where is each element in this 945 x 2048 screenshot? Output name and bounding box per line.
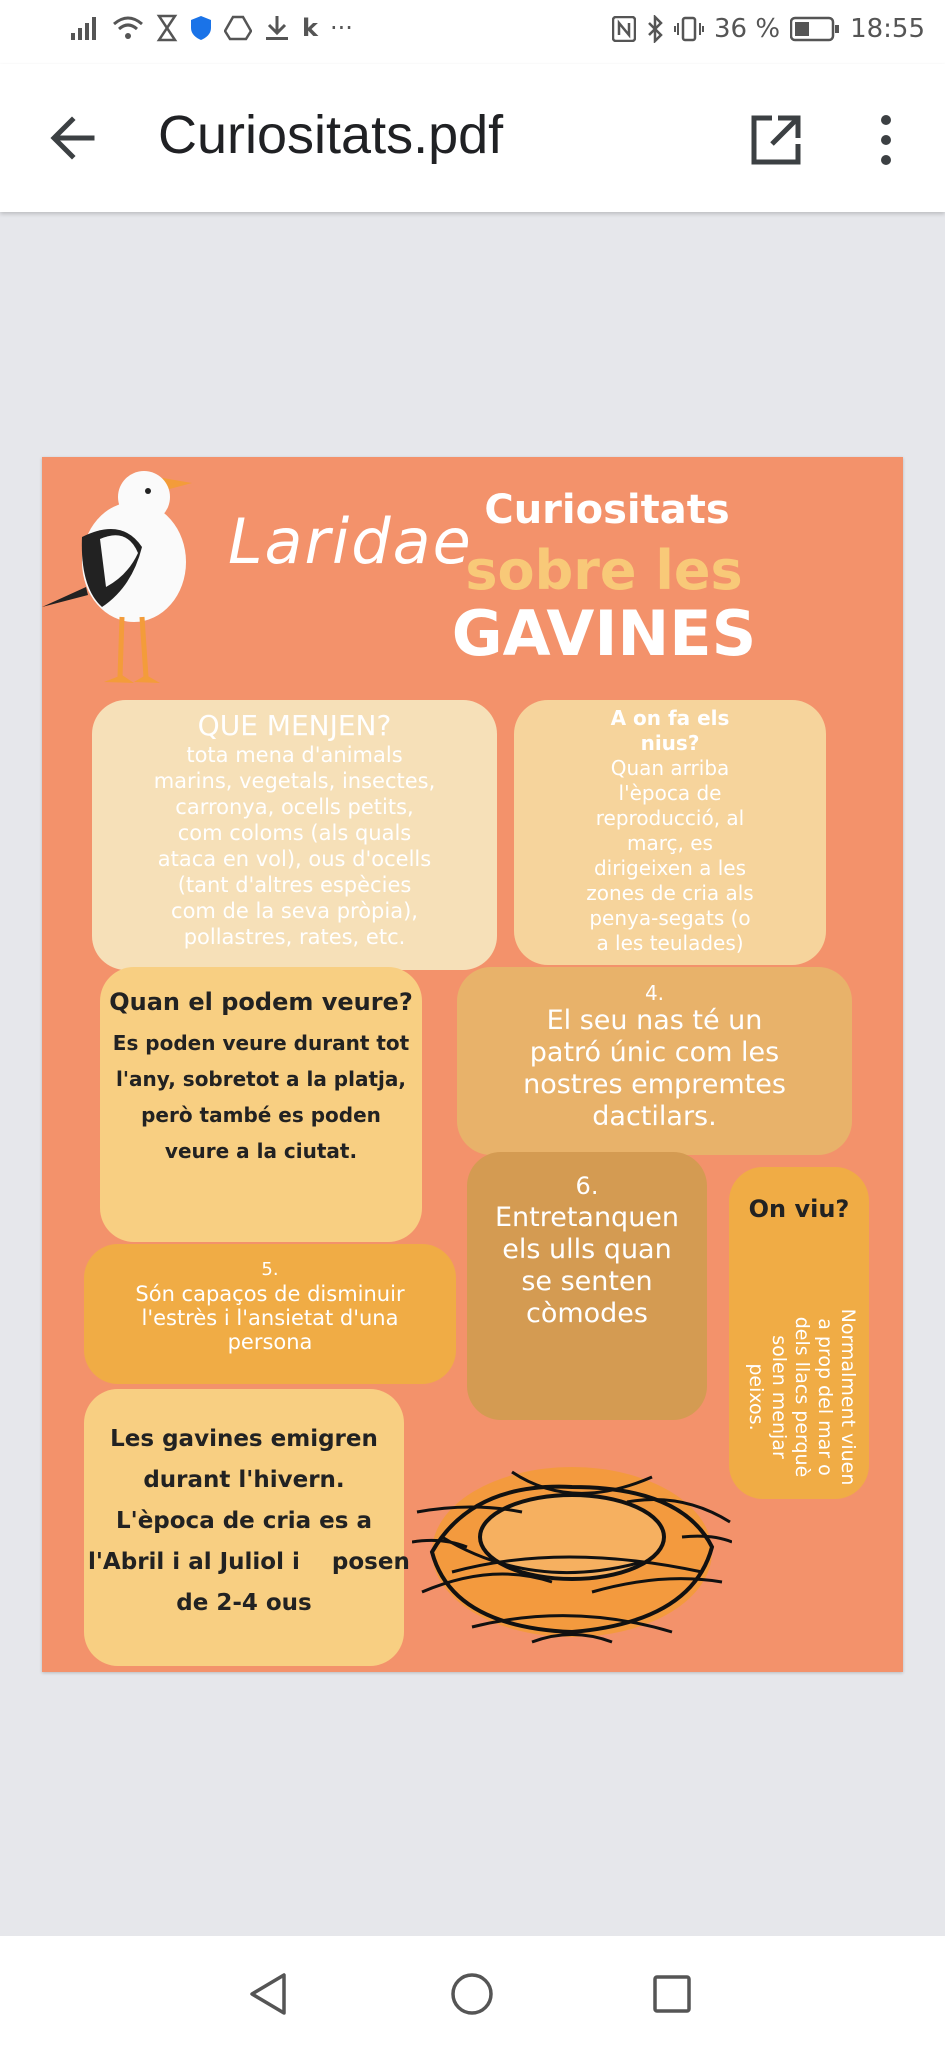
card-estres-line: persona bbox=[227, 1330, 313, 1354]
card-que-menjen-line: ataca en vol), ous d'ocells bbox=[157, 847, 432, 871]
triangle-back-icon[interactable] bbox=[248, 1972, 288, 2016]
card-veure-title: Quan el podem veure? bbox=[109, 988, 413, 1016]
card-nas-line: patró únic com les bbox=[529, 1037, 780, 1068]
circle-home-icon[interactable] bbox=[450, 1972, 494, 2016]
card-que-menjen-line: pollastres, rates, etc. bbox=[183, 925, 406, 949]
status-more: ··· bbox=[329, 14, 353, 42]
card-que-menjen-line: com coloms (als quals bbox=[177, 821, 412, 845]
card-ulls-line: se senten bbox=[521, 1266, 653, 1297]
nest-icon bbox=[412, 1442, 732, 1652]
card-nius-line: reproducció, al bbox=[595, 806, 745, 830]
arrow-left-icon[interactable] bbox=[44, 108, 104, 168]
seagull-icon bbox=[42, 457, 222, 702]
card-nius-line: dirigeixen a les bbox=[593, 856, 747, 880]
card-nius-line: penya-segats (o bbox=[589, 906, 751, 930]
signal-icon bbox=[70, 15, 100, 41]
card-emigren-line: durant l'hivern. bbox=[143, 1467, 345, 1493]
more-vert-icon[interactable] bbox=[868, 112, 904, 168]
drive-icon bbox=[224, 15, 252, 41]
card-nius-line: a les teulades) bbox=[596, 931, 744, 955]
card-on-viu-title: On viu? bbox=[748, 1195, 850, 1223]
app-bar bbox=[0, 64, 945, 212]
card-nas-line: El seu nas té un bbox=[546, 1005, 763, 1036]
card-nius bbox=[514, 700, 826, 965]
heading-curiositats: Curiositats bbox=[484, 487, 730, 533]
card-estres-number: 5. bbox=[261, 1259, 279, 1280]
card-nas-line: dactilars. bbox=[592, 1101, 717, 1132]
heading-sobre-les: sobre les bbox=[465, 539, 743, 602]
card-veure-line: l'any, sobretot a la platja, bbox=[116, 1067, 406, 1091]
navigation-bar bbox=[0, 1936, 945, 2048]
square-recents-icon[interactable] bbox=[652, 1974, 692, 2014]
card-nas-number: 4. bbox=[644, 981, 665, 1005]
wifi-icon bbox=[112, 15, 144, 41]
open-external-icon[interactable] bbox=[748, 112, 804, 168]
card-emigren-line: de 2-4 ous bbox=[176, 1590, 312, 1616]
card-ulls-line: còmodes bbox=[525, 1298, 648, 1329]
status-k: k bbox=[302, 14, 318, 42]
logo-word: Laridae bbox=[228, 505, 473, 578]
card-nius-line: zones de cria als bbox=[586, 881, 754, 905]
status-bar bbox=[0, 0, 945, 64]
card-on-viu-line: dels llacs perquè bbox=[791, 1316, 813, 1478]
document-title: Curiositats.pdf bbox=[158, 105, 504, 165]
card-que-menjen-line: com de la seva pròpia), bbox=[171, 899, 418, 923]
card-que-menjen-line: tota mena d'animals bbox=[186, 743, 403, 767]
card-on-viu-line: peixos. bbox=[745, 1363, 767, 1431]
card-veure-line: Es poden veure durant tot bbox=[112, 1031, 410, 1055]
heading-gavines: GAVINES bbox=[451, 597, 757, 670]
card-veure bbox=[100, 967, 422, 1242]
card-on-viu-line: a prop del mar o bbox=[814, 1318, 836, 1476]
card-estres-line: Són capaços de disminuir bbox=[135, 1282, 405, 1306]
battery-percent: 36 % bbox=[714, 14, 781, 44]
card-que-menjen-title: QUE MENJEN? bbox=[197, 709, 392, 742]
card-nius-line: Quan arriba bbox=[610, 756, 730, 780]
card-nas-line: nostres empremtes bbox=[523, 1069, 786, 1100]
card-emigren-line: Les gavines emigren bbox=[110, 1426, 378, 1452]
card-nius-line: març, es bbox=[627, 831, 713, 855]
battery-icon bbox=[790, 16, 840, 42]
card-veure-line: però també es poden bbox=[141, 1103, 381, 1127]
download-icon bbox=[264, 14, 290, 42]
pdf-page[interactable] bbox=[42, 457, 903, 1672]
card-estres-line: l'estrès i l'ansietat d'una bbox=[141, 1306, 399, 1330]
hourglass-icon bbox=[156, 14, 178, 42]
clock: 18:55 bbox=[850, 14, 925, 44]
card-emigren-line: l'Abril i al Juliol i posen bbox=[88, 1549, 410, 1575]
card-emigren bbox=[84, 1389, 410, 1666]
card-on-viu bbox=[729, 1167, 869, 1499]
card-nius-title: nius? bbox=[640, 731, 700, 755]
card-que-menjen bbox=[92, 700, 497, 970]
card-on-viu-body bbox=[739, 1249, 859, 1545]
bluetooth-icon bbox=[646, 15, 664, 43]
card-on-viu-line: solen menjar bbox=[768, 1335, 790, 1459]
card-veure-line: veure a la ciutat. bbox=[164, 1139, 358, 1163]
card-ulls bbox=[467, 1152, 707, 1420]
card-que-menjen-line: marins, vegetals, insectes, bbox=[153, 769, 436, 793]
nfc-icon bbox=[612, 16, 636, 42]
card-que-menjen-line: (tant d'altres espècies bbox=[177, 873, 412, 897]
card-nius-line: l'època de bbox=[618, 781, 722, 805]
card-estres bbox=[84, 1244, 456, 1384]
vibrate-icon bbox=[674, 16, 704, 42]
card-nius-title: A on fa els bbox=[610, 706, 730, 730]
shield-icon bbox=[190, 15, 212, 41]
card-emigren-line: L'època de cria es a bbox=[116, 1508, 372, 1534]
card-ulls-number: 6. bbox=[575, 1172, 599, 1200]
card-ulls-line: els ulls quan bbox=[502, 1234, 672, 1265]
card-on-viu-line: Normalment viuen bbox=[837, 1308, 859, 1486]
card-que-menjen-line: carronya, ocells petits, bbox=[175, 795, 414, 819]
card-nas bbox=[457, 967, 852, 1155]
card-ulls-line: Entretanquen bbox=[494, 1202, 680, 1233]
